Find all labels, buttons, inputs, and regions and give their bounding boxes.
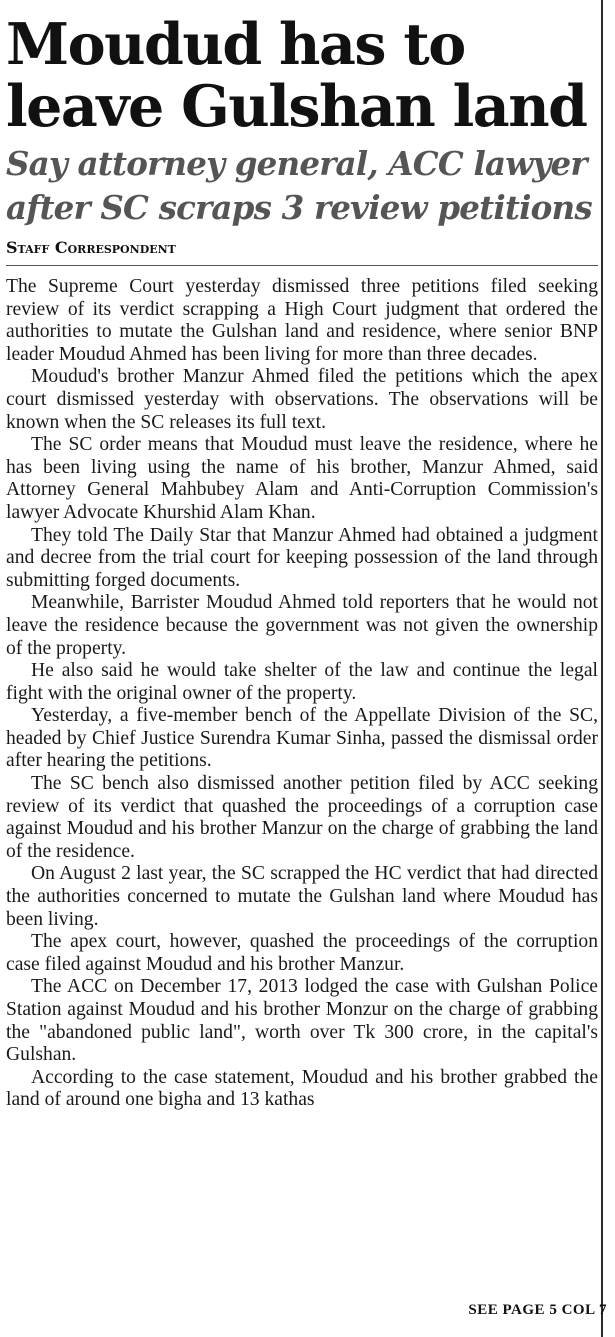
headline: Moudud has to leave Gulshan land (6, 11, 587, 140)
article-body (0, 266, 598, 1112)
paragraph: The apex court, however, quashed the proceedings of the corruption case filed against Moudud and his brother Manzur. (6, 931, 598, 975)
paragraph: The Supreme Court yesterday dismissed three petitions filed seeking review of its verdict scrapping a High Court judgment that ordered the authorities to mutate the Gulshan land and residence, where senior BNP leader Moudud Ahmed has been living for more than three decades. (6, 276, 598, 365)
paragraph: The SC order means that Moudud must leave the residence, where he has been living using the name of his brother, Manzur Ahmed, said Attorney General Mahbubey Alam and Anti-Corruption Commission's lawyer Advocate Khurshid Alam Khan. (6, 434, 598, 523)
paragraph: According to the case statement, Moudud and his brother grabbed the land of around one bigha and 13 kathas (6, 1066, 598, 1111)
byline: Staff Correspondent (6, 238, 176, 257)
subheadline: Say attorney general, ACC lawyer after SC scraps 3 review petitions (6, 144, 592, 227)
paragraph: They told The Daily Star that Manzur Ahmed had obtained a judgment and decree from the trial court for keeping possession of the land through submitting forged documents. (6, 524, 598, 591)
paragraph: Moudud's brother Manzur Ahmed filed the petitions which the apex court dismissed yesterday with observations. The observations will be known when the SC releases its full text. (6, 366, 598, 433)
paragraph: He also said he would take shelter of the law and continue the legal fight with the original owner of the property. (6, 660, 598, 704)
paragraph: Yesterday, a five-member bench of the Appellate Division of the SC, headed by Chief Justice Surendra Kumar Sinha, passed the dismissal order after hearing the petitions. (6, 705, 598, 772)
paragraph: Meanwhile, Barrister Moudud Ahmed told reporters that he would not leave the residence because the government was not given the ownership of the property. (6, 592, 598, 659)
column-rule (601, 0, 603, 1337)
paragraph: On August 2 last year, the SC scrapped the HC verdict that had directed the authorities concerned to mutate the Gulshan land where Moudud has been living. (6, 863, 598, 930)
paragraph: The SC bench also dismissed another petition filed by ACC seeking review of its verdict that quashed the proceedings of a corruption case against Moudud and his brother Manzur on the charge of grabbing the land of the residence. (6, 773, 598, 862)
paragraph: The ACC on December 17, 2013 lodged the case with Gulshan Police Station against Moudud and his brother Monzur on the charge of grabbing the "abandoned public land", worth over Tk 300 crore, in the capital's Gulshan. (6, 976, 598, 1066)
continuation-line: SEE PAGE 5 COL 7 (468, 1302, 607, 1318)
